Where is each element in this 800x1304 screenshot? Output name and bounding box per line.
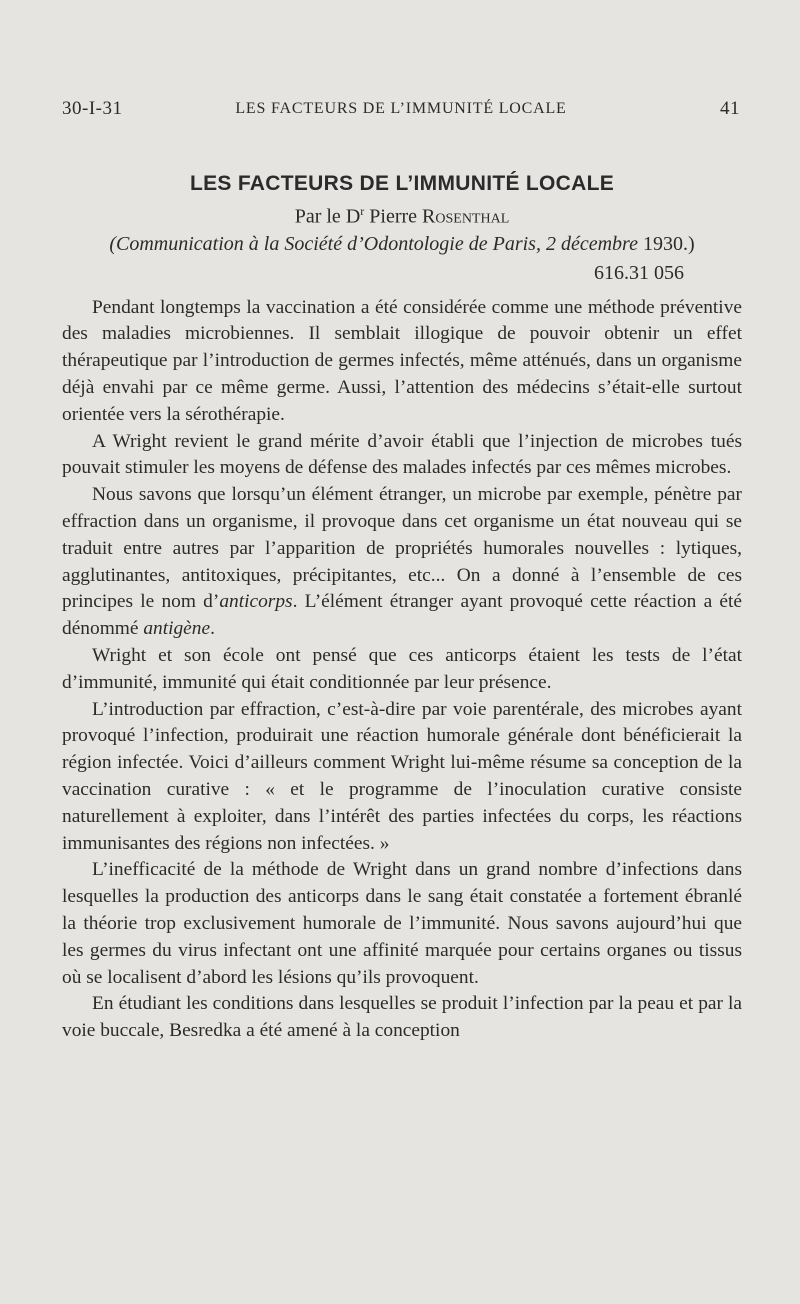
article-title: LES FACTEURS DE L’IMMUNITÉ LOCALE	[189, 172, 615, 195]
paragraph-6: L’inefficacité de la méthode de Wright dans un grand nombre d’infections dans lesquelles la production des anticorps dans le sang était constatée a fortement ébranlé la théorie trop exclusivement humorale de l’immunité. Nous savons aujourd’hui que les germes du virus infectant ont une affinité marquée pour certains organes ou tissus où se localisent d’abord les lésions qu’ils provoquent.	[62, 859, 742, 988]
paragraph-3-text-a: Nous savons que lorsqu’un élément étranger, un microbe par exemple, pénètre par effraction dans un organisme, il provoque dans cet organisme un état nouveau qui se traduit entre autres par l’apparition de propriétés humorales nouvelles : lytiques, agglutinantes, antitoxiques, précipitantes, etc... On a donné à l’ensemble de ces principes le nom d’	[62, 484, 742, 613]
running-title: LES FACTEURS DE L’IMMUNITÉ LOCALE	[235, 100, 567, 117]
issue-date: 30-I-31	[62, 98, 123, 119]
byline-sup: r	[360, 204, 365, 218]
page-number: 41	[720, 98, 740, 119]
paragraph-4: Wright et son école ont pensé que ces anticorps étaient les tests de l’état d’immunité, immunité qui était conditionnée par leur présence.	[62, 645, 742, 693]
classification-number: 616.31 056	[594, 261, 684, 284]
paragraph-3-text-c: .	[210, 618, 215, 640]
paragraph-7: En étudiant les conditions dans lesquelles se produit l’infection par la peau et par la voie buccale, Besredka a été amené à la conception	[62, 993, 742, 1042]
source-year: 1930.)	[642, 232, 695, 255]
author-first-name: Pierre	[369, 205, 418, 228]
paragraph-2: A Wright revient le grand mérite d’avoir établi que l’injection de microbes tués pouvait stimuler les moyens de défense des malades infectés par ces mêmes microbes.	[62, 430, 742, 479]
paragraph-3	[62, 482, 742, 643]
paragraph-3-text-b: . L’élément étranger ayant provoqué cette réaction a été dénommé	[62, 591, 742, 640]
paragraph-5: L’introduction par effraction, c’est-à-dire par voie parentérale, des microbes ayant provoqué l’infection, produirait une réaction humorale générale dont bénéficierait la région infectée. Voici d’ailleurs comment Wright lui-même résume sa conception de la vaccination curative : « et le programme de l’inoculation curative consiste naturellement à exploiter, dans l’intérêt des parties infectées du corps, les réactions immunisantes des régions non infectées. »	[62, 698, 742, 854]
article	[62, 172, 742, 1045]
author-surname: Rosenthal	[422, 205, 510, 228]
running-head	[62, 98, 740, 126]
source-note	[62, 233, 742, 256]
source-text: (Communication à la Société d’Odontologie de Paris, 2 décembre	[109, 232, 638, 255]
term-anticorps: anticorps	[219, 591, 293, 613]
byline-prefix: Par le D	[294, 205, 361, 228]
author-byline	[62, 204, 742, 229]
term-antigene: antigène	[143, 618, 211, 640]
paragraph-1: Pendant longtemps la vaccination a été considérée comme une méthode préventive des maladies microbiennes. Il semblait illogique de pouvoir obtenir un effet thérapeutique par l’introduction de germes infectés, même atténués, dans un organisme déjà envahi par ce même germe. Aussi, l’attention des médecins s’était-elle surtout orientée vers la sérothérapie.	[62, 296, 742, 425]
